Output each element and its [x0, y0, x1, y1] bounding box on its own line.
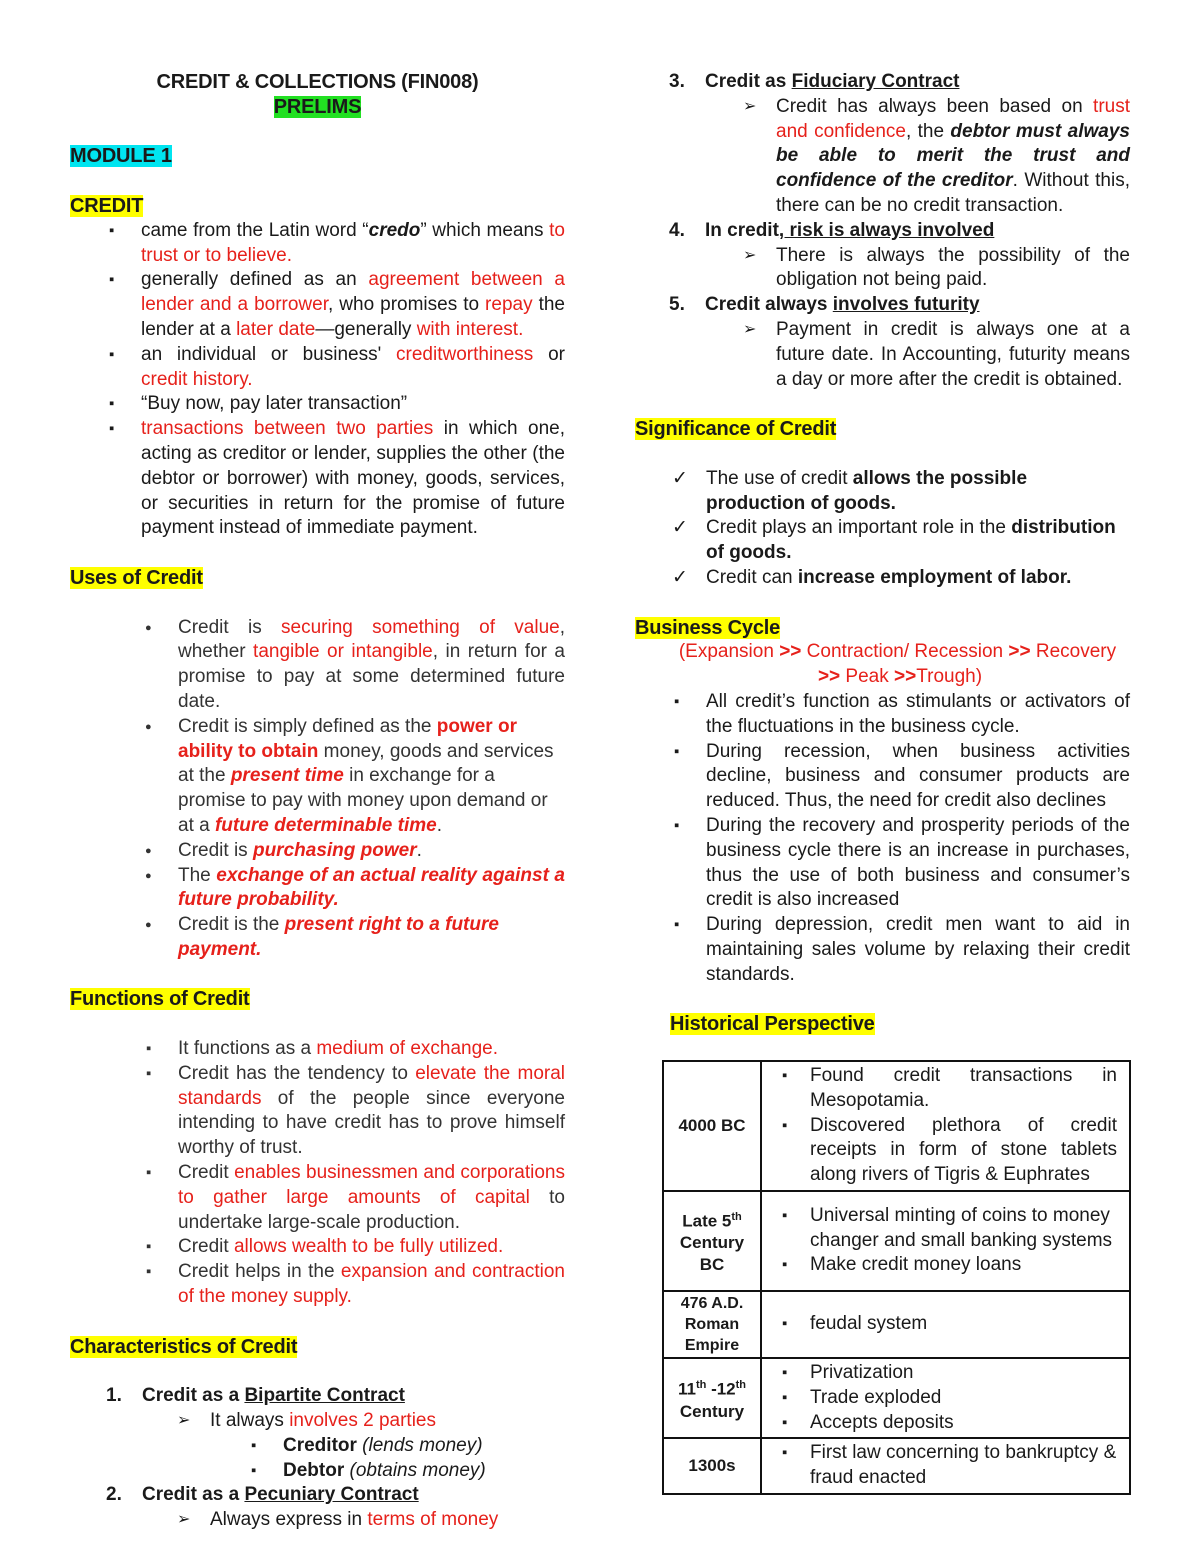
list-item: ▪ It functions as a medium of exchange. — [178, 1037, 565, 1062]
events-cell — [761, 1358, 1130, 1438]
list-item: ▪ feudal system — [810, 1312, 1117, 1337]
credit-heading: CREDIT — [70, 194, 144, 217]
list-item: ▪ Universal minting of coins to money changer and small banking systems — [810, 1204, 1117, 1254]
table-row — [663, 1358, 1130, 1438]
table-row — [663, 1291, 1130, 1358]
list-item: ▪ Creditor (lends money) — [283, 1434, 565, 1459]
list-item: ▪ generally defined as an agreement between a lender and a borrower, who promises to repay the lender at a later date—generally with interest. — [141, 268, 565, 342]
list-item: ✓ Credit can increase employment of labor. — [706, 566, 1130, 591]
list-item: ● The exchange of an actual reality against a future probability. — [178, 864, 565, 914]
list-item: ➢ It always involves 2 parties — [210, 1409, 565, 1434]
prelims-label: PRELIMS — [273, 95, 362, 118]
list-item: ▪ Found credit transactions in Mesopotamia. — [810, 1064, 1117, 1114]
era-cell: 4000 BC — [663, 1061, 761, 1191]
functions-heading: Functions of Credit — [70, 988, 250, 1011]
list-item: ● Credit is the present right to a future payment. — [178, 913, 565, 963]
characteristics-heading: Characteristics of Credit — [70, 1335, 298, 1358]
uses-list — [178, 616, 565, 963]
table-row — [663, 1191, 1130, 1291]
significance-heading: Significance of Credit — [635, 418, 837, 441]
list-item: ▪ transactions between two parties in which one, acting as creditor or lender, supplies the other (the debtor or borrower) with money, goods, services, or securities in return for the promise of future payment instead of immediate payment. — [141, 417, 565, 541]
events-cell — [761, 1191, 1130, 1291]
right-column — [635, 70, 1130, 1037]
characteristic-1: 1. Credit as a Bipartite Contract — [106, 1385, 405, 1407]
list-item: ➢ Always express in terms of money — [210, 1508, 565, 1533]
functions-list — [178, 1037, 565, 1310]
list-item: ▪ Accepts deposits — [810, 1411, 1117, 1436]
list-item: ● Credit is purchasing power. — [178, 839, 565, 864]
cycle-phases-line-1: (Expansion >> Contraction/ Recession >> Recovery — [678, 641, 1117, 663]
cycle-phases-line-2: >> Peak >>Trough) — [817, 666, 983, 688]
list-item: ▪ Privatization — [810, 1361, 1117, 1386]
list-item: ● Credit is simply defined as the power or ability to obtain money, goods and services at the present time in exchange for a promise to pay with money upon demand or at a future determinable time. — [178, 715, 565, 839]
era-cell: Late 5th Century BC — [663, 1191, 761, 1291]
history-table — [662, 1060, 1131, 1495]
list-item: ▪ First law concerning to bankruptcy & fraud enacted — [810, 1441, 1117, 1491]
credit-list — [141, 219, 565, 541]
characteristic-4: 4. In credit, risk is always involved — [669, 219, 995, 241]
list-item: ▪ came from the Latin word “credo” which means to trust or to believe. — [141, 219, 565, 269]
table-row — [663, 1438, 1130, 1494]
list-item: ▪ All credit’s function as stimulants or activators of the fluctuations in the business cycle. — [706, 690, 1130, 740]
list-item: ▪ During depression, credit men want to aid in maintaining sales volume by relaxing their credit standards. — [706, 913, 1130, 987]
left-column — [70, 70, 565, 1533]
significance-list — [706, 467, 1130, 591]
list-item: ▪ Discovered plethora of credit receipts in form of stone tablets along rivers of Tigris & Euphrates — [810, 1114, 1117, 1188]
events-cell — [761, 1291, 1130, 1358]
list-item: ▪ During the recovery and prosperity periods of the business cycle there is an increase in purchases, thus the use of both business and consumer’s credit is also increased — [706, 814, 1130, 913]
era-cell: 1300s — [663, 1438, 761, 1494]
list-item: ▪ Debtor (obtains money) — [283, 1459, 565, 1484]
era-cell: 476 A.D. Roman Empire — [663, 1291, 761, 1358]
era-cell: 11th -12th Century — [663, 1358, 761, 1438]
list-item: ● Credit is securing something of value, whether tangible or intangible, in return for a promise to pay at some determined future date. — [178, 616, 565, 715]
module-label: MODULE 1 — [70, 145, 172, 168]
list-item: ▪ During recession, when business activities decline, business and consumer products are reduced. Thus, the need for credit also declines — [706, 740, 1130, 814]
list-item: ▪ an individual or business' creditworthiness or credit history. — [141, 343, 565, 393]
history-heading: Historical Perspective — [670, 1013, 875, 1036]
list-item: ✓ The use of credit allows the possible production of goods. — [706, 467, 1130, 517]
characteristic-2: 2. Credit as a Pecuniary Contract — [106, 1484, 419, 1506]
list-item: ▪ “Buy now, pay later transaction” — [141, 392, 565, 417]
list-item: ▪ Credit enables businessmen and corporations to gather large amounts of capital to undertake large-scale production. — [178, 1161, 565, 1235]
list-item: ▪ Trade exploded — [810, 1386, 1117, 1411]
list-item: ✓ Credit plays an important role in the distribution of goods. — [706, 516, 1130, 566]
characteristic-5: 5. Credit always involves futurity — [669, 294, 980, 316]
list-item: ▪ Make credit money loans — [810, 1253, 1117, 1278]
uses-heading: Uses of Credit — [70, 566, 203, 589]
document-title: CREDIT & COLLECTIONS (FIN008) — [156, 71, 479, 93]
list-item: ➢ Credit has always been based on trust and confidence, the debtor must always be able to merit the trust and confidence of the creditor. Without this, there can be no credit transaction. — [776, 95, 1130, 219]
business-cycle-heading: Business Cycle — [635, 616, 781, 639]
business-cycle-list — [706, 690, 1130, 988]
list-item: ➢ There is always the possibility of the obligation not being paid. — [776, 244, 1130, 294]
table-row — [663, 1061, 1130, 1191]
characteristic-3: 3. Credit as Fiduciary Contract — [669, 71, 960, 92]
list-item: ▪ Credit helps in the expansion and contraction of the money supply. — [178, 1260, 565, 1310]
list-item: ▪ Credit has the tendency to elevate the moral standards of the people since everyone intending to have credit has to prove himself worthy of trust. — [178, 1062, 565, 1161]
events-cell — [761, 1438, 1130, 1494]
events-cell — [761, 1061, 1130, 1191]
list-item: ➢ Payment in credit is always one at a future date. In Accounting, futurity means a day or more after the credit is obtained. — [776, 318, 1130, 392]
list-item: ▪ Credit allows wealth to be fully utilized. — [178, 1235, 565, 1260]
